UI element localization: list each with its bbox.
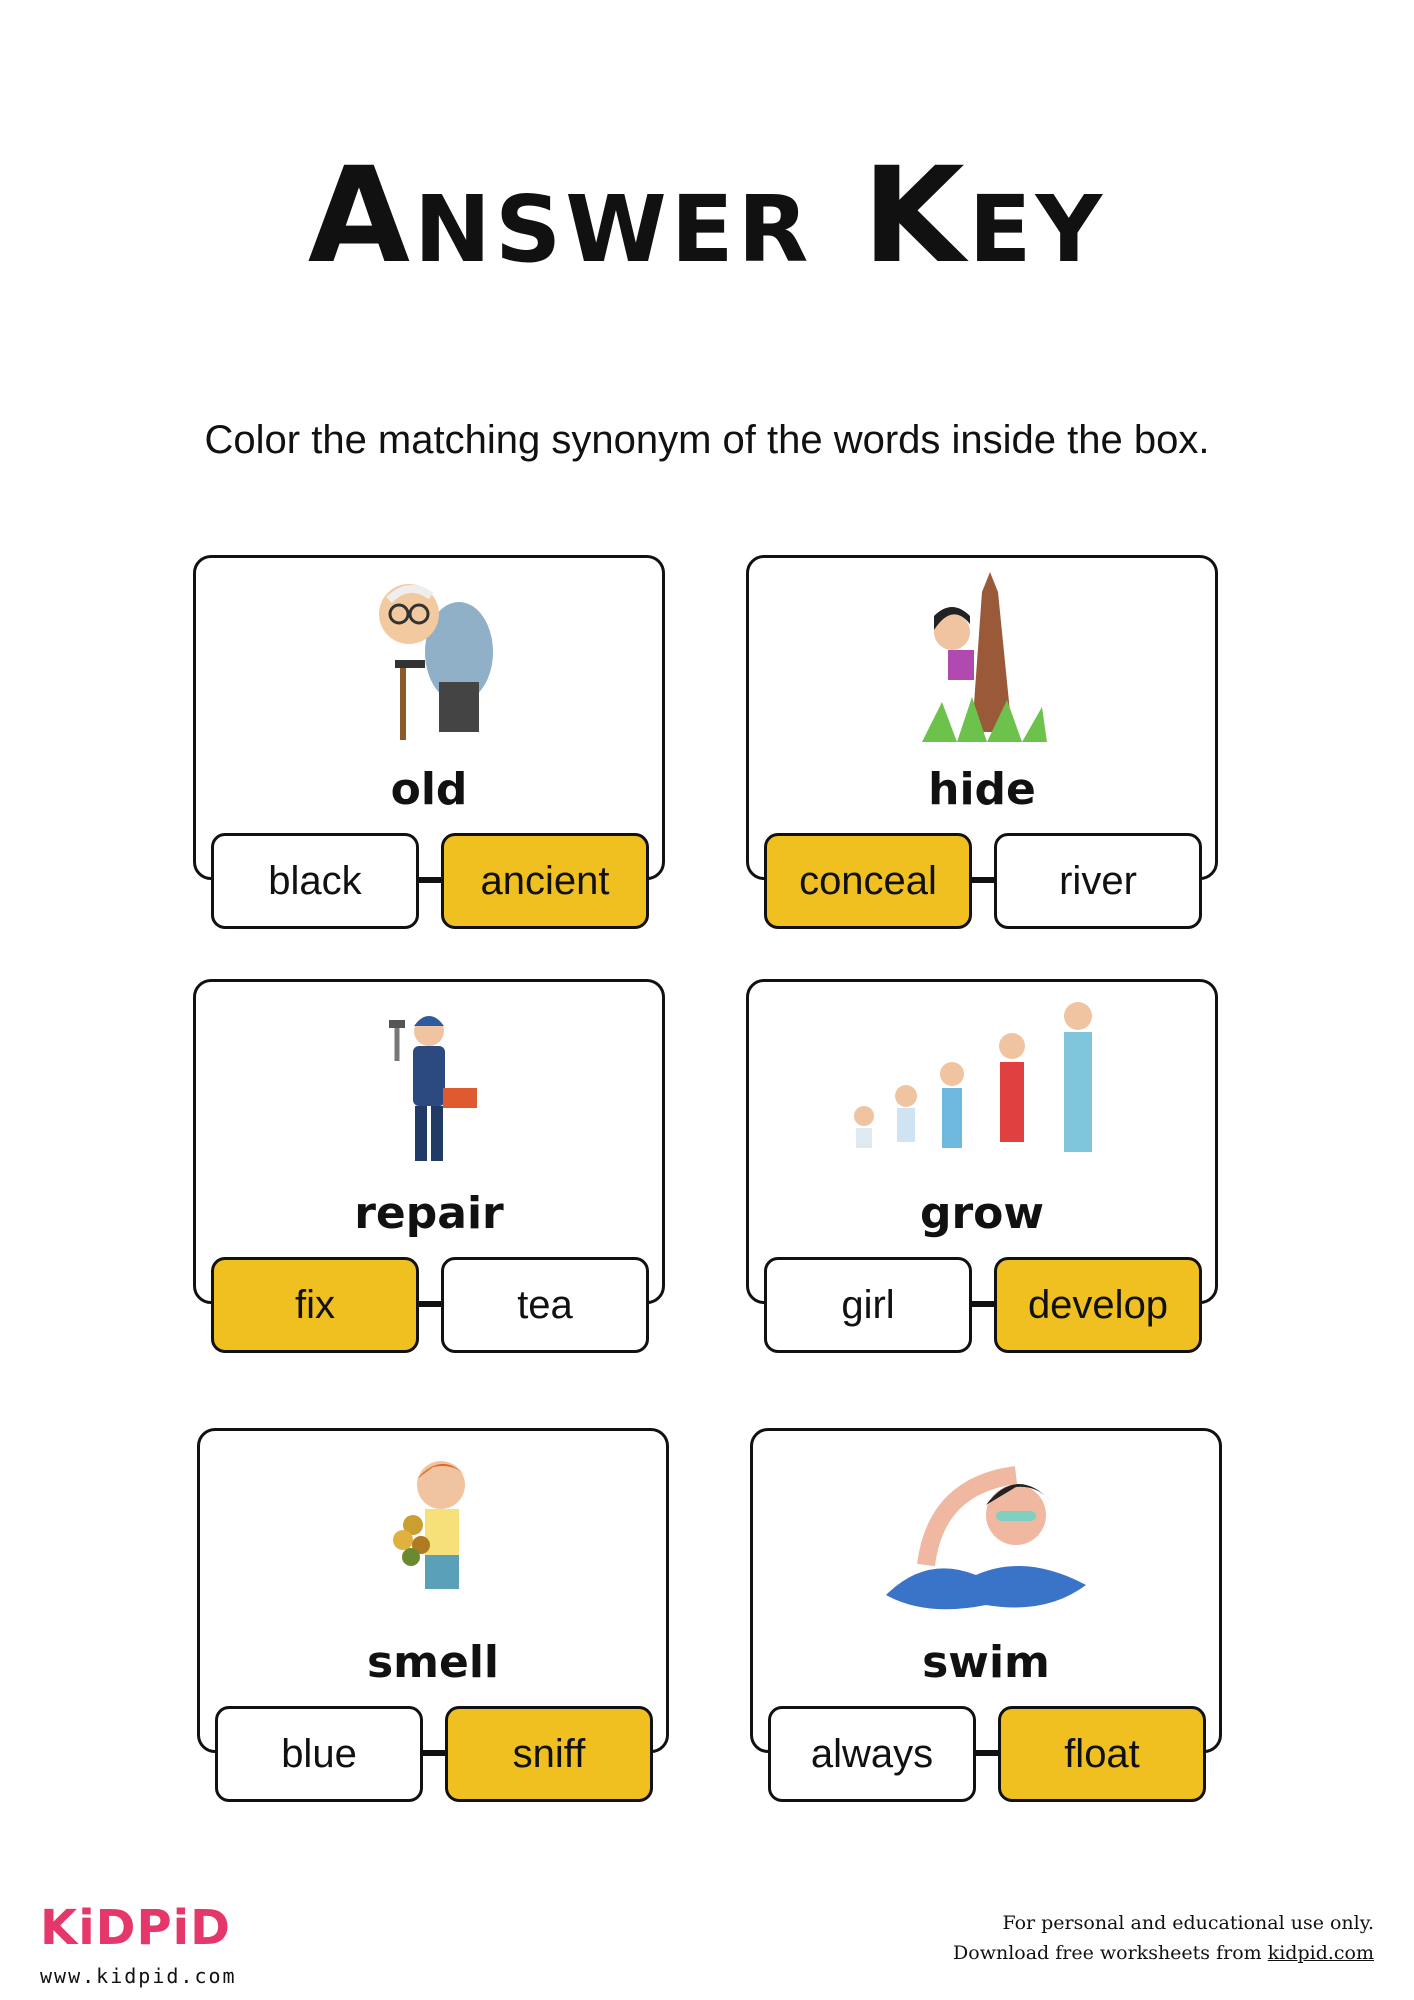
target-word: repair	[354, 1188, 504, 1239]
target-word: smell	[366, 1637, 500, 1688]
word-card-hide	[746, 555, 1218, 880]
boy-swimming-icon	[753, 1445, 1219, 1615]
connector-line	[976, 1753, 998, 1756]
option-fix[interactable]: fix	[211, 1257, 419, 1353]
word-card-swim	[750, 1428, 1222, 1753]
connector-line	[972, 880, 994, 883]
option-tea[interactable]: tea	[441, 1257, 649, 1353]
target-word: old	[390, 764, 468, 815]
option-blue[interactable]: blue	[215, 1706, 423, 1802]
target-word: grow	[919, 1188, 1045, 1239]
word-card-old	[193, 555, 665, 880]
page-title: Answer Key	[307, 139, 1107, 293]
option-conceal[interactable]: conceal	[764, 833, 972, 929]
word-card-smell	[197, 1428, 669, 1753]
footer-link[interactable]: kidpid.com	[1267, 1942, 1374, 1964]
footer-line-2	[953, 1938, 1374, 1968]
option-black[interactable]: black	[211, 833, 419, 929]
word-card-grow	[746, 979, 1218, 1304]
footer-line-1: For personal and educational use only.	[1002, 1912, 1374, 1934]
boy-smelling-flowers-icon	[200, 1445, 666, 1615]
connector-line	[419, 880, 441, 883]
connector-line	[972, 1304, 994, 1307]
kidpid-logo: KiDPiD	[40, 1900, 231, 1956]
option-river[interactable]: river	[994, 833, 1202, 929]
option-ancient[interactable]: ancient	[441, 833, 649, 929]
option-develop[interactable]: develop	[994, 1257, 1202, 1353]
target-word: swim	[922, 1637, 1050, 1688]
footer-line-2-prefix: Download free worksheets from	[953, 1942, 1268, 1964]
option-always[interactable]: always	[768, 1706, 976, 1802]
word-card-repair	[193, 979, 665, 1304]
connector-line	[419, 1304, 441, 1307]
option-float[interactable]: float	[998, 1706, 1206, 1802]
footer-note	[953, 1908, 1374, 1968]
growth-stages-icon	[749, 996, 1215, 1166]
option-girl[interactable]: girl	[764, 1257, 972, 1353]
instruction-text: Color the matching synonym of the words inside the box.	[204, 418, 1210, 462]
connector-line	[423, 1753, 445, 1756]
option-sniff[interactable]: sniff	[445, 1706, 653, 1802]
girl-hiding-behind-tree-icon	[749, 572, 1215, 742]
brand-url[interactable]: www.kidpid.com	[40, 1964, 237, 1988]
target-word: hide	[928, 764, 1036, 815]
repairman-with-toolbox-icon	[196, 996, 662, 1166]
old-man-with-cane-icon	[196, 572, 662, 742]
